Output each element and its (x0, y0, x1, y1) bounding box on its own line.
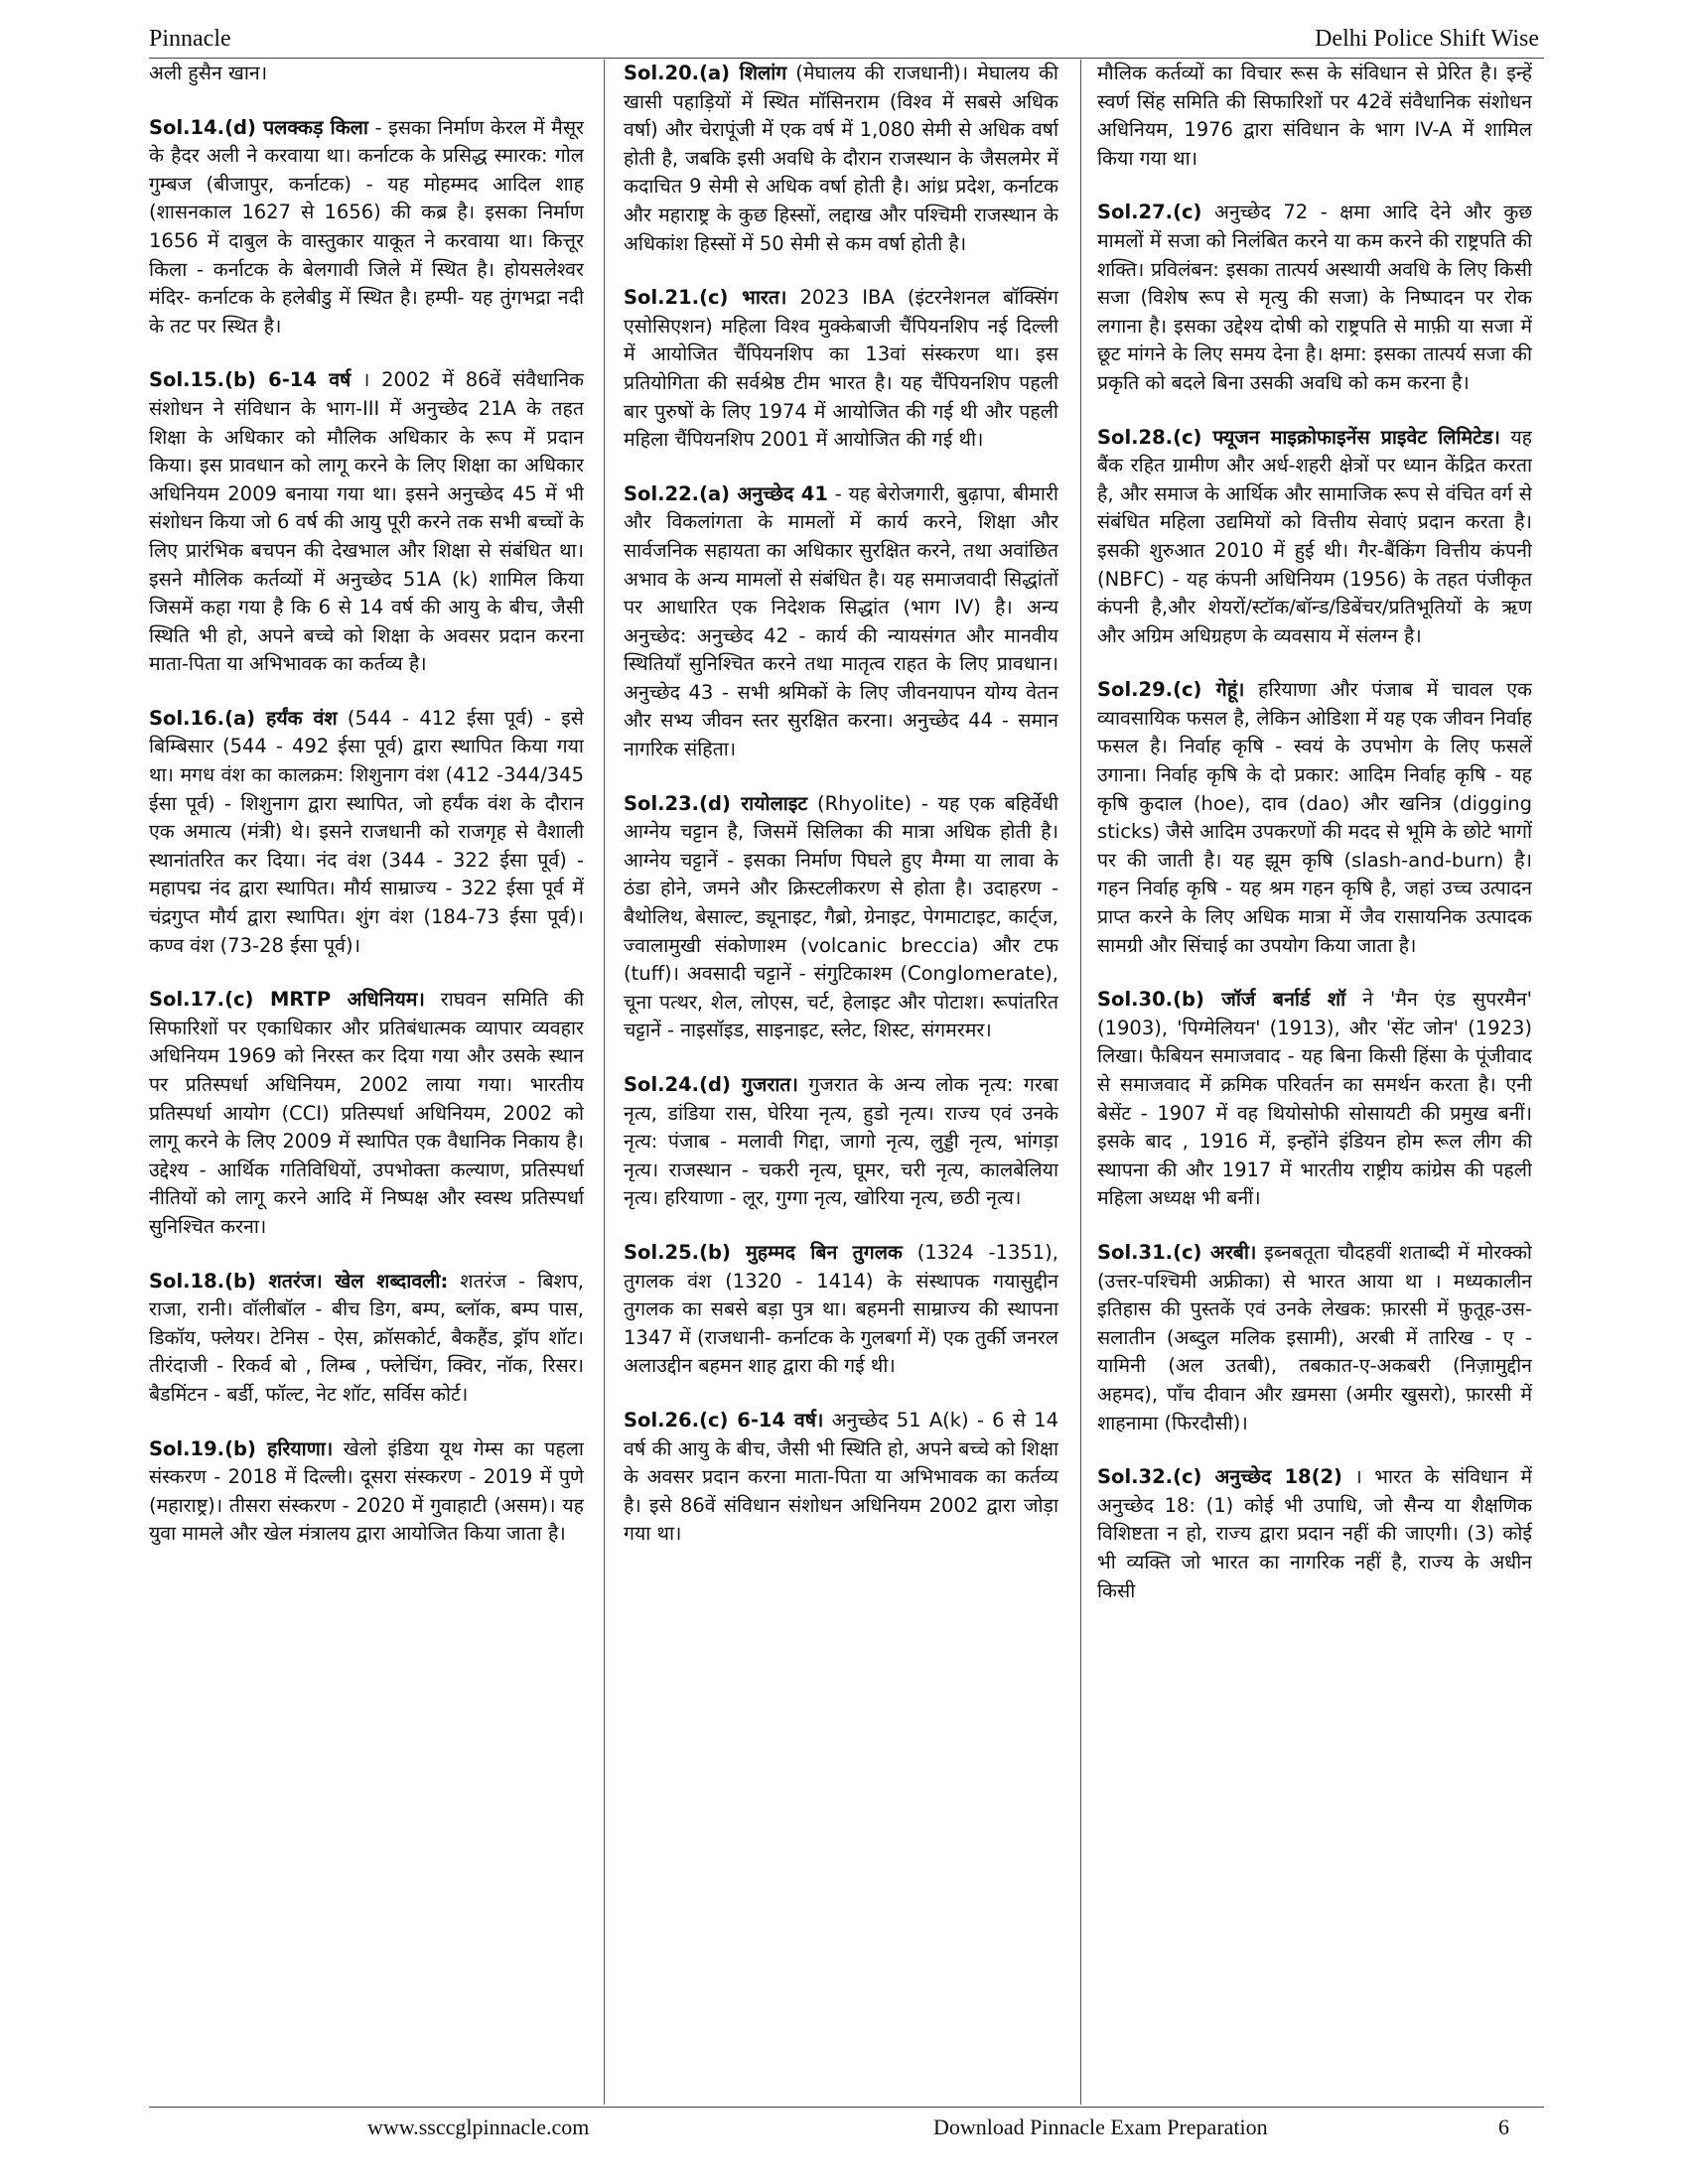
solution-heading: Sol.18.(b) शतरंज। खेल शब्दावली: (149, 1269, 449, 1293)
solution-text: मौलिक कर्तव्यों का विचार रूस के संविधान से प्रेरित है। इन्हें स्वर्ण सिंह समिति की सिफारिशों पर 42वें संवैधानिक संशोधन अधिनियम, 1976 द्वारा संविधान के भाग IV-A में शामिल किया गया था। (1097, 62, 1532, 170)
page-number: 6 (1498, 2115, 1509, 2139)
solution-text: (मेघालय की राजधानी)। मेघालय की खासी पहाड़ियों में स्थित मॉसिनराम (विश्व में सबसे अधिक वर्षा) और चेरापूंजी में एक वर्ष में 1,080 सेमी से अधिक वर्षा होती है, जबकि इसी अवधि के दौरान राजस्थान के जैसलमेर में कदाचित 9 सेमी से अधिक वर्षा होती है। आंध्र प्रदेश, कर्नाटक और महाराष्ट्र के कुछ हिस्सों, लद्दाख और पश्चिमी राजस्थान के अधिकांश हिस्सों में 50 सेमी से कम वर्षा होती है। (624, 62, 1058, 255)
solution-heading: Sol.24.(d) गुजरात। (624, 1073, 798, 1096)
solution-paragraph (624, 790, 1058, 1045)
solution-text: । भारत के संविधान में अनुच्छेद 18: (1) कोई भी उपाधि, जो सैन्य या शैक्षणिक विशिष्टता न हो, राज्य द्वारा प्रदान नहीं की जाएगी। (3) कोई भी व्यक्ति जो भारत का नागरिक नहीं है, राज्य के अधीन किसी (1097, 1465, 1532, 1602)
solution-text: अनुच्छेद 72 - क्षमा आदि देने और कुछ मामलों में सजा को निलंबित करने या कम करने की राष्ट्रपति की शक्ति। प्रविलंबन: इसका तात्पर्य अस्थायी अवधि के लिए किसी सजा (विशेष रूप से मृत्यु की सजा) के निष्पादन पर रोक लगाना है। इसका उद्देश्य दोषी को राष्ट्रपति से माफ़ी या सजा में छूट मांगने के लिए समय देना है। क्षमा: इसका तात्पर्य सजा की प्रकृति को बदले बिना उसकी अवधि को कम करना है। (1097, 201, 1532, 394)
solution-heading: Sol.21.(c) भारत। (624, 286, 787, 310)
solution-paragraph (624, 480, 1058, 764)
solution-text: 2023 IBA (इंटरनेशनल बॉक्सिंग एसोसिएशन) महिला विश्व मुक्केबाजी चैंपियनशिप नई दिल्ली में आयोजित चैंपियनशिप का 13वां संस्करण था। इस प्रतियोगिता की सर्वश्रेष्ठ टीम भारत है। यह चैंपियनशिप पहली बार पुरुषों के लिए 1974 में आयोजित की गई थी और पहली महिला चैंपियनशिप 2001 में आयोजित की गई थी। (624, 286, 1058, 452)
solution-paragraph (149, 60, 584, 88)
solution-heading: Sol.22.(a) अनुच्छेद 41 (624, 481, 828, 505)
solution-text: - यह बेरोजगारी, बुढ़ापा, बीमारी और विकलांगता के मामलों में कार्य करने, शिक्षा और सार्वजनिक सहायता का अधिकार सुरक्षित करने, तथा अवांछित अभाव के अन्य मामलों से संबंधित है। यह समाजवादी सिद्धांतों पर आधारित एक निदेशक सिद्धांत (भाग IV) है। अन्य अनुच्छेद: अनुच्छेद 42 - कार्य की न्यायसंगत और मानवीय स्थितियाँ सुनिश्चित करने तथा मातृत्व राहत के लिए प्रावधान। अनुच्छेद 43 - सभी श्रमिकों के लिए जीवनयापन योग्य वेतन और सभ्य जीवन स्तर सुरक्षित करना। अनुच्छेद 44 - समान नागरिक संहिता। (624, 481, 1058, 761)
solution-heading: Sol.31.(c) अरबी। (1097, 1240, 1257, 1264)
solution-paragraph (149, 1268, 584, 1410)
solution-paragraph (624, 1407, 1058, 1549)
solution-heading: Sol.25.(b) मुहम्मद बिन तुगलक (624, 1240, 903, 1264)
solution-text: ने 'मैन एंड सुपरमैन' (1903), 'पिग्मेलियन' (1913), और 'सेंट जोन' (1923) लिखा। फैबियन समाजवाद - यह बिना किसी हिंसा के पूंजीवाद से समाजवाद में क्रमिक परिवर्तन का समर्थन करता है। एनी बेसेंट - 1907 में वह थियोसोफी सोसायटी की प्रमुख बनीं। इसके बाद , 1916 में, इन्होंने इंडियन होम रूल लीग की स्थापना की और 1917 में भारतीय राष्ट्रीय कांग्रेस की पहली महिला अध्यक्ष भी बनीं। (1097, 988, 1532, 1210)
column-left (149, 60, 584, 2105)
solution-paragraph (624, 284, 1058, 455)
solution-text: शतरंज - बिशप, राजा, रानी। वॉलीबॉल - बीच डिग, बम्प, ब्लॉक, बम्प पास, डिकॉय, फ्लेयर। टेनिस - ऐस, क्रॉसकोर्ट, बैकहैंड, ड्रॉप शॉट। तीरंदाजी - रिकर्व बो , लिम्ब , फ्लेचिंग, क्विर, नॉक, रिसर। बैडमिंटन - बर्डी, फॉल्ट, नेट शॉट, सर्विस कोर्ट। (149, 1269, 584, 1406)
solution-heading: Sol.30.(b) जॉर्ज बर्नार्ड शॉ (1097, 988, 1346, 1012)
solution-paragraph (149, 366, 584, 679)
solution-paragraph (1097, 1239, 1532, 1437)
column-right (1097, 60, 1532, 2105)
solution-text: इब्नबतूता चौदहवीं शताब्दी में मोरक्को (उत्तर-पश्चिमी अफ्रीका) से भारत आया था । मध्यकालीन इतिहास की पुस्तकें एवं उनके लेखक: फ़ारसी में फ़ुतूह-उस-सलातीन (अब्दुल मलिक इसामी), अरबी में तारिख - ए - यामिनी (अल उतबी), तबकात-ए-अकबरी (निज़ामुद्दीन अहमद), पाँच दीवान और ख़मसा (अमीर खुसरो), फ़ारसी में शाहनामा (फिरदौसी)। (1097, 1240, 1532, 1434)
footer-app-text: Download Pinnacle Exam Preparation (933, 2115, 1268, 2139)
column-divider (604, 60, 605, 2105)
solution-text: । 2002 में 86वें संवैधानिक संशोधन ने संविधान के भाग-III में अनुच्छेद 21A के तहत शिक्षा के अधिकार को मौलिक अधिकार के रूप में प्रदान किया। इस प्रावधान को लागू करने के लिए शिक्षा का अधिकार अधिनियम 2009 बनाया गया था। इसने अनुच्छेद 45 में भी संशोधन किया जो 6 वर्ष की आयु पूरी करने तक सभी बच्चों के लिए प्रारंभिक बचपन की देखभाल और शिक्षा से संबंधित था। इसने मौलिक कर्तव्यों में अनुच्छेद 51A (k) शामिल किया जिसमें कहा गया है कि 6 से 14 वर्ष की आयु के बीच, जैसी स्थिति भी हो, अपने बच्चे को शिक्षा के अवसर प्रदान करना माता-पिता या अभिभावक का कर्तव्य है। (149, 368, 584, 676)
solution-paragraph (624, 1071, 1058, 1213)
solution-paragraph (149, 705, 584, 960)
column-divider (1080, 60, 1081, 2105)
header-brand: Pinnacle (149, 26, 231, 52)
solution-heading: Sol.32.(c) अनुच्छेद 18(2) (1097, 1465, 1342, 1489)
footer-rule (149, 2107, 1544, 2108)
solution-paragraph (149, 114, 584, 341)
solution-text: यह बैंक रहित ग्रामीण और अर्ध-शहरी क्षेत्रों पर ध्यान केंद्रित करता है, और समाज के आर्थिक और सामाजिक रूप से वंचित वर्ग से संबंधित महिला उद्यमियों को वित्तीय सेवाएं प्रदान करता है। इसकी शुरुआत 2010 में हुई थी। गैर-बैंकिंग वित्तीय कंपनी (NBFC) - यह कंपनी अधिनियम (1956) के तहत पंजीकृत कंपनी है,और शेयरों/स्टॉक/बॉन्ड/डिबेंचर/प्रतिभूतियों के ऋण और अग्रिम अधिग्रहण के व्यवसाय में संलग्न है। (1097, 425, 1532, 647)
solution-text: (544 - 412 ईसा पूर्व) - इसे बिम्बिसार (544 - 492 ईसा पूर्व) द्वारा स्थापित किया गया था। मगध वंश का कालक्रम: शिशुनाग वंश (412 -344/345 ईसा पूर्व) - शिशुनाग द्वारा स्थापित, जो हर्यंक वंश के दौरान एक अमात्य (मंत्री) थे। इसने राजधानी को राजगृह से वैशाली स्थानांतरित कर दिया। नंद वंश (344 - 322 ईसा पूर्व) - महापद्म नंद द्वारा स्थापित। मौर्य साम्राज्य - 322 ईसा पूर्व में चंद्रगुप्त मौर्य द्वारा स्थापित। शुंग वंश (184-73 ईसा पूर्व)। कण्व वंश (73-28 ईसा पूर्व)। (149, 706, 584, 957)
solution-heading: Sol.17.(c) MRTP अधिनियम। (149, 988, 425, 1012)
solution-text: - इसका निर्माण केरल में मैसूर के हैदर अली ने करवाया था। कर्नाटक के प्रसिद्ध स्मारक: गोल गुम्बज (बीजापुर, कर्नाटक) - यह मोहम्मद आदिल शाह (शासनकाल 1627 से 1656) की कब्र है। इसका निर्माण 1656 में दाबुल के वास्तुकार याकूत ने करवाया था। कित्तूर किला - कर्नाटक के बेलगावी जिले में स्थित है। होयसलेश्वर मंदिर- कर्नाटक के हलेबीडु में स्थित है। हम्पी- यह तुंगभद्रा नदी के तट पर स्थित है। (149, 115, 584, 338)
solution-text: राघवन समिति की सिफारिशों पर एकाधिकार और प्रतिबंधात्मक व्यापार व्यवहार अधिनियम 1969 को निरस्त कर दिया गया और उसके स्थान पर प्रतिस्पर्धा अधिनियम, 2002 लाया गया। भारतीय प्रतिस्पर्धा आयोग (CCI) प्रतिस्पर्धा अधिनियम, 2002 को लागू करने के लिए 2009 में स्थापित एक वैधानिक निकाय है। उद्देश्य - आर्थिक गतिविधियों, उपभोक्ता कल्याण, प्रतिस्पर्धा नीतियों को लागू करने आदि में निष्पक्ष और स्वस्थ प्रतिस्पर्धा सुनिश्चित करना। (149, 988, 584, 1238)
solution-paragraph (149, 1435, 584, 1549)
solution-paragraph (624, 60, 1058, 258)
solution-paragraph (1097, 424, 1532, 651)
solution-heading: Sol.23.(d) रायोलाइट (624, 791, 808, 815)
solution-paragraph (149, 986, 584, 1241)
solution-heading: Sol.19.(b) हरियाणा। (149, 1436, 334, 1460)
solution-paragraph (1097, 1463, 1532, 1605)
solution-heading: Sol.20.(a) शिलांग (624, 62, 787, 84)
header-rule (149, 58, 1544, 59)
page-header (149, 26, 1539, 60)
solution-paragraph (1097, 60, 1532, 173)
solution-paragraph (624, 1239, 1058, 1381)
solution-heading: Sol.15.(b) 6-14 वर्ष (149, 368, 352, 392)
column-middle (624, 60, 1058, 2105)
solution-paragraph (1097, 986, 1532, 1213)
solution-text: (Rhyolite) - यह एक बहिर्वेधी आग्नेय चट्टान है, जिसमें सिलिका की मात्रा अधिक होती है। आग्नेय चट्टानें - इसका निर्माण पिघले हुए मैग्मा या लावा के ठंडा होने, जमने और क्रिस्टलीकरण से होता है। उदाहरण - बैथोलिथ, बेसाल्ट, ड्यूनाइट, गैब्रो, ग्रेनाइट, पेगमाटाइट, कार्ट्ज, ज्वालामुखी संकोणाश्म (volcanic breccia) और टफ (tuff)। अवसादी चट्टानें - संगुटिकाश्म (Conglomerate), चूना पत्थर, शेल, लोएस, चर्ट, हेलाइट और पोटाश। रूपांतरित चट्टानें - नाइसॉइड, साइनाइट, स्लेट, शिस्ट, संगमरमर। (624, 791, 1058, 1042)
solution-heading: Sol.29.(c) गेहूं। (1097, 678, 1245, 702)
solution-text: अनुच्छेद 51 A(k) - 6 से 14 वर्ष की आयु के बीच, जैसी भी स्थिति हो, अपने बच्चे को शिक्षा के अवसर प्रदान करना माता-पिता या अभिभावक का कर्तव्य है। इसे 86वें संविधान संशोधन अधिनियम 2002 द्वारा जोड़ा गया था। (624, 1408, 1058, 1546)
solution-text: (1324 -1351), तुगलक वंश (1320 - 1414) के संस्थापक गयासुद्दीन तुगलक का सबसे बड़ा पुत्र था। बहमनी साम्राज्य की स्थापना 1347 में (राजधानी- कर्नाटक के गुलबर्गा में) एक तुर्की जनरल अलाउद्दीन बहमन शाह द्वारा की गई थी। (624, 1240, 1058, 1378)
solution-heading: Sol.16.(a) हर्यंक वंश (149, 706, 338, 730)
solution-text: गुजरात के अन्य लोक नृत्य: गरबा नृत्य, डांडिया रास, घेरिया नृत्य, हुडो नृत्य। राज्य एवं उनके नृत्य: पंजाब - मलावी गिद्दा, जागो नृत्य, लुड्डी नृत्य, भांगड़ा नृत्य। राजस्थान - चकरी नृत्य, घूमर, चरी नृत्य, कालबेलिया नृत्य। हरियाणा - लूर, गुग्गा नृत्य, खोरिया नृत्य, छठी नृत्य। (624, 1073, 1058, 1210)
solution-heading: Sol.28.(c) फ्यूजन माइक्रोफाइनेंस प्राइवेट लिमिटेड। (1097, 425, 1500, 449)
solution-heading: Sol.26.(c) 6-14 वर्ष। (624, 1408, 824, 1432)
solution-text: हरियाणा और पंजाब में चावल एक व्यावसायिक फसल है, लेकिन ओडिशा में यह एक जीवन निर्वाह फसल है। निर्वाह कृषि - स्वयं के उपभोग के लिए फसलें उगाना। निर्वाह कृषि के दो प्रकार: आदिम निर्वाह कृषि - यह कृषि कुदाल (hoe), दाव (dao) और खनित्र (digging sticks) जैसे आदिम उपकरणों की मदद से भूमि के छोटे भागों पर की जाती है। यह झूम कृषि (slash-and-burn) है। गहन निर्वाह कृषि - यह श्रम गहन कृषि है, जहां उच्च उत्पादन प्राप्त करने के लिए अधिक मात्रा में जैव रासायनिक उत्पादक सामग्री और सिंचाई का उपयोग किया जाता है। (1097, 678, 1532, 957)
solution-text: अली हुसैन खान। (149, 62, 268, 84)
solution-heading: Sol.14.(d) पलक्कड़ किला (149, 115, 368, 139)
solution-paragraph (1097, 676, 1532, 960)
footer-website-link[interactable]: www.ssccglpinnacle.com (367, 2115, 590, 2139)
solutions-columns (149, 60, 1539, 2105)
page-footer (149, 2115, 1539, 2144)
solution-heading: Sol.27.(c) (1097, 201, 1202, 224)
solution-paragraph (1097, 199, 1532, 397)
header-title: Delhi Police Shift Wise (1315, 26, 1539, 52)
solution-text: खेलो इंडिया यूथ गेम्स का पहला संस्करण - 2018 में दिल्ली। दूसरा संस्करण - 2019 में पुणे (महाराष्ट्र)। तीसरा संस्करण - 2020 में गुवाहाटी (असम)। यह युवा मामले और खेल मंत्रालय द्वारा आयोजित किया जाता है। (149, 1436, 584, 1546)
